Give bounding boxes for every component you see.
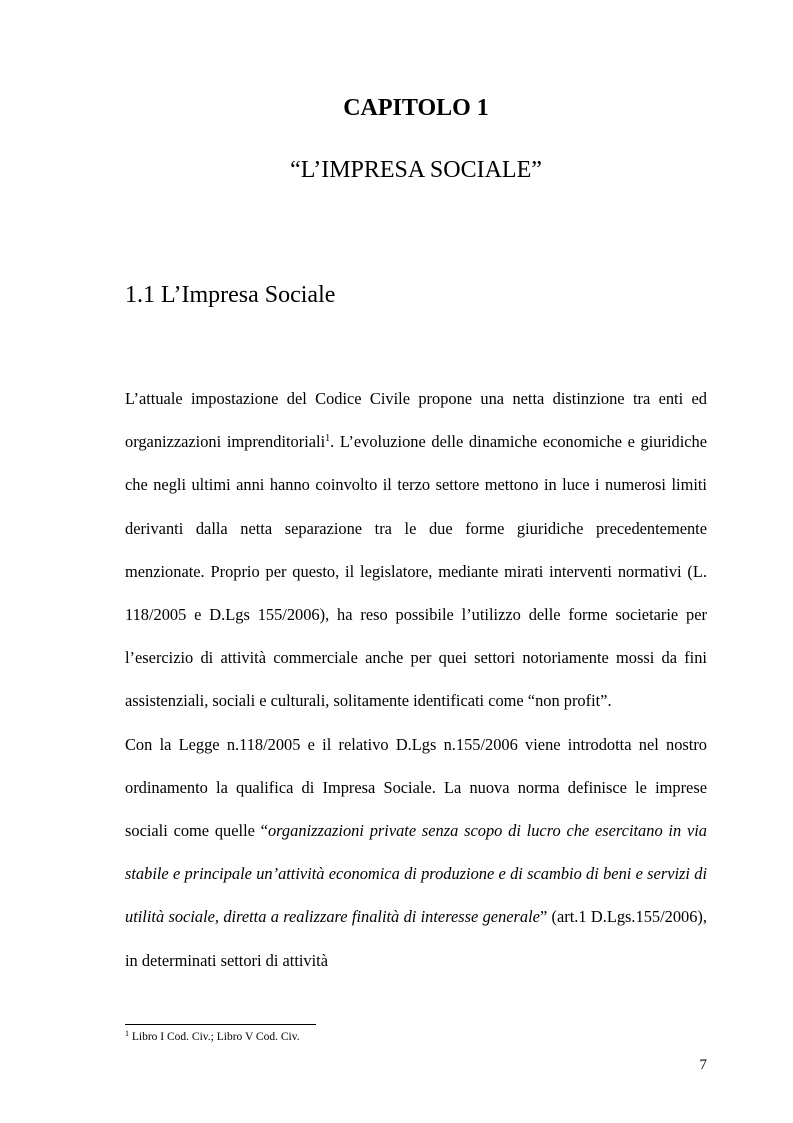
legal-definition-quote: organizzazioni private senza scopo di lucro che esercitano in via stabile e principale un’attività economica di produzione e di scambio di beni e servizi di utilità sociale, diretta a realizzare finalità di interesse generale: [125, 821, 707, 927]
paragraph-definition-text-start: Con la Legge n.118/2005 e il relativo D.Lgs n.155/2006 viene introdotta nel nostro ordinamento la qualifica di Impresa Sociale. La nuova norma definisce le imprese sociali come quelle “: [125, 734, 707, 841]
footnote: [125, 1031, 300, 1043]
paragraph-intro: [125, 377, 707, 723]
paragraph-definition-text-end: ” (art.1 D.Lgs.155/2006), in determinati settori di attività: [125, 907, 707, 970]
paragraph-definition: [125, 723, 707, 982]
footnote-divider: [125, 1024, 316, 1025]
footnote-reference: 1: [325, 433, 331, 445]
page-number: 7: [699, 1057, 707, 1073]
footnote-number: 1: [125, 1029, 129, 1038]
chapter-subtitle: “L’IMPRESA SOCIALE”: [290, 157, 542, 183]
paragraph-intro-text-end: . L’evoluzione delle dinamiche economiche e giuridiche che negli ultimi anni hanno coinvolto il terzo settore mettono in luce i numerosi limiti derivanti dalla netta separazione tra le due forme giuridiche precedentemente menzionate. Proprio per questo, il legislatore, mediante mirati interventi normativi (L. 118/2005 e D.Lgs 155/2006), ha reso possibile l’utilizzo delle forme societarie per l’esercizio di attività commerciale anche per quei settori notoriamente mossi da fini assistenziali, sociali e culturali, solitamente identificati come “non profit”.: [125, 432, 707, 711]
chapter-title: CAPITOLO 1: [343, 95, 489, 121]
section-heading: 1.1 L’Impresa Sociale: [125, 282, 336, 308]
footnote-text: Libro I Cod. Civ.; Libro V Cod. Civ.: [129, 1031, 300, 1043]
body-text: [125, 377, 707, 982]
paragraph-intro-text-start: L’attuale impostazione del Codice Civile propone una netta distinzione tra enti ed organizzazioni imprenditoriali: [125, 389, 707, 452]
